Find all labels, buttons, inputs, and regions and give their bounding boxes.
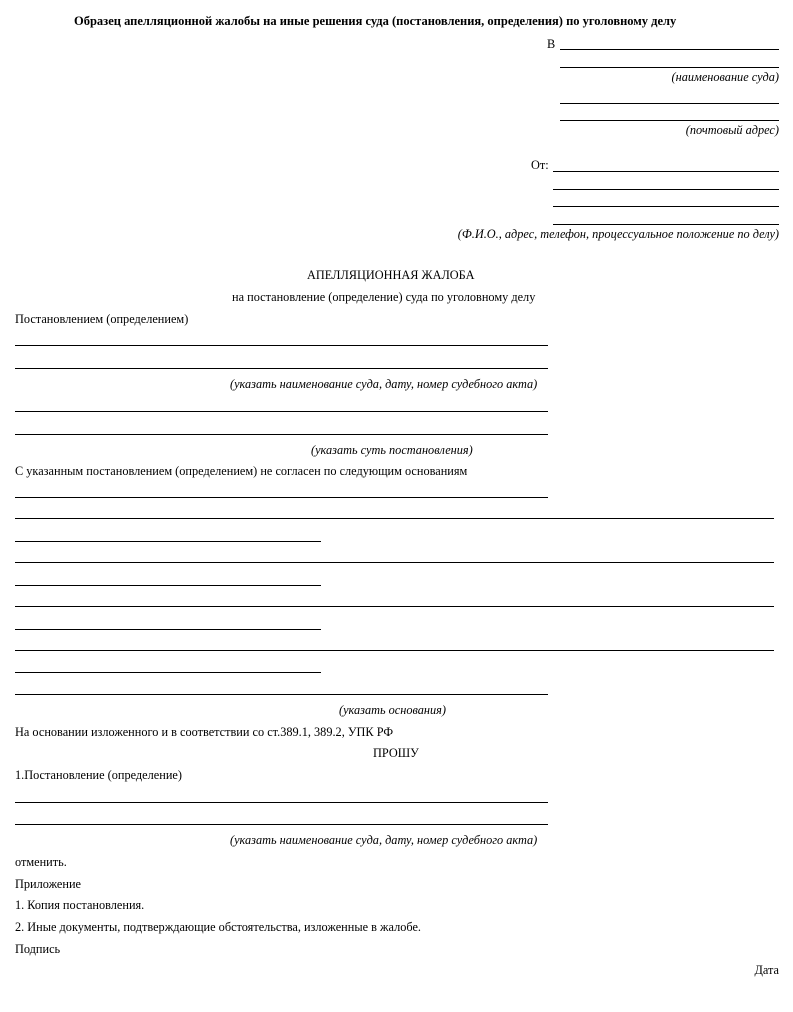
court-act-hint: (указать наименование суда, дату, номер судебного акта)	[230, 377, 538, 391]
cancel-text: отменить.	[15, 855, 67, 869]
fill-line	[15, 629, 321, 630]
grounds-hint: (указать основания)	[339, 703, 446, 717]
fill-line	[15, 541, 321, 542]
fill-line	[15, 802, 548, 803]
court-act-hint-2: (указать наименование суда, дату, номер судебного акта)	[230, 833, 538, 847]
fill-line	[15, 562, 774, 563]
fill-line	[15, 650, 774, 651]
sender-hint: (Ф.И.О., адрес, телефон, процессуальное положение по делу)	[457, 227, 779, 241]
fill-line	[15, 345, 548, 346]
from-prefix: От:	[531, 158, 549, 172]
sender-line-4	[553, 224, 779, 225]
request-heading: ПРОШУ	[373, 746, 419, 760]
fill-line	[15, 368, 548, 369]
fill-line	[15, 497, 548, 498]
to-prefix: В	[547, 37, 556, 51]
fill-line	[15, 411, 548, 412]
appendix-item: 2. Иные документы, подтверждающие обстоятельства, изложенные в жалобе.	[15, 920, 421, 934]
postal-address-hint: (почтовый адрес)	[685, 123, 779, 137]
appendix-label: Приложение	[15, 877, 81, 891]
postal-address-line	[560, 103, 779, 104]
sender-line-1	[553, 171, 779, 172]
disagree-text: С указанным постановлением (определением) не согласен по следующим основаниям	[15, 464, 468, 478]
fill-line	[15, 694, 548, 695]
request-item: 1.Постановление (определение)	[15, 768, 182, 782]
complaint-heading: АПЕЛЛЯЦИОННАЯ ЖАЛОБА	[307, 268, 475, 282]
sender-line-2	[553, 189, 779, 190]
court-name-hint: (наименование суда)	[671, 70, 779, 84]
fill-line	[15, 672, 321, 673]
fill-line	[15, 434, 548, 435]
fill-line	[15, 585, 321, 586]
court-name-line	[560, 49, 779, 50]
date-label: Дата	[754, 963, 779, 977]
fill-line	[15, 606, 774, 607]
fill-line	[15, 518, 774, 519]
sender-line-3	[553, 206, 779, 207]
fill-line	[15, 824, 548, 825]
basis-text: На основании изложенного и в соответствии со ст.389.1, 389.2, УПК РФ	[15, 725, 394, 739]
court-name-line-2	[560, 67, 779, 68]
signature-label: Подпись	[15, 942, 61, 956]
document-title: Образец апелляционной жалобы на иные решения суда (постановления, определения) по уголовному делу	[74, 14, 677, 28]
appendix-item: 1. Копия постановления.	[15, 898, 145, 912]
essence-hint: (указать суть постановления)	[311, 443, 473, 457]
postal-address-line-2	[560, 120, 779, 121]
complaint-subheading: на постановление (определение) суда по уголовному делу	[232, 290, 536, 304]
intro-text: Постановлением (определением)	[15, 312, 189, 326]
